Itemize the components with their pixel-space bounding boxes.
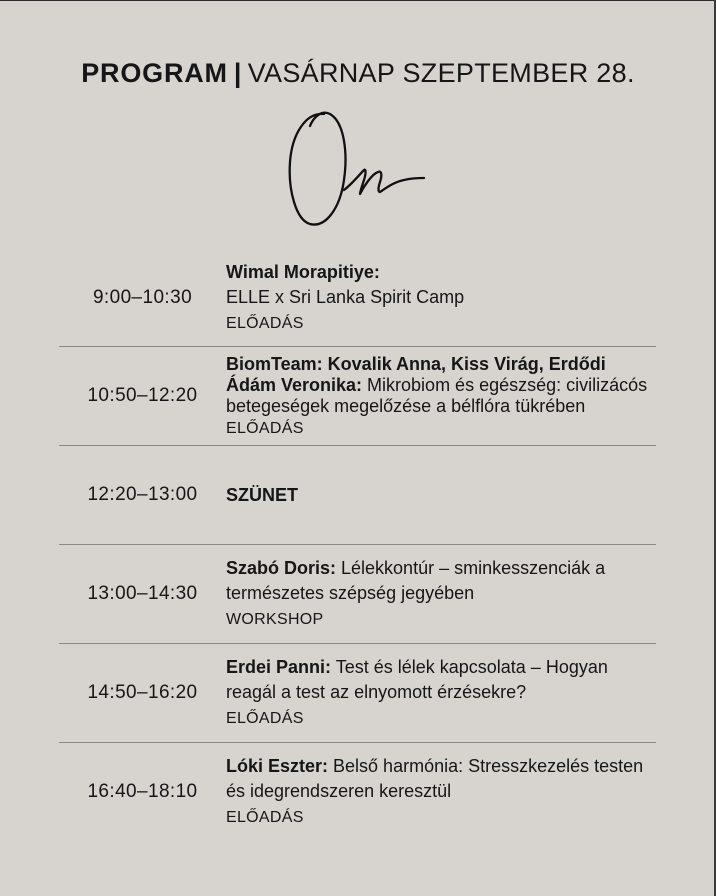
speaker-name: Szabó Doris: [226,558,337,578]
session-description [226,754,651,830]
schedule-table [59,249,656,841]
session-type: ELŐADÁS [226,314,304,332]
speaker-name: Erdei Panni: [226,657,332,677]
break-label: SZÜNET [226,484,298,505]
session-type: ELŐADÁS [226,710,304,727]
schedule-row [59,742,656,841]
speaker-name: BiomTeam: Kovalik Anna, Kiss Virág, Erdődi Ádám Veronika: [226,353,606,395]
speaker-name: Wimal Morapitiye: [226,261,380,282]
session-title: Test és lélek kapcsolata – Hogyan reagál a test az elnyomott érzésekre? [226,657,608,702]
session-title: Mikrobiom és egészség: civilizácós betegeségek megelőzése a bélflóra tükrében [226,374,648,416]
event-date: VASÁRNAP SZEPTEMBER 28. [247,58,635,88]
session-description [226,354,651,439]
time-slot: 12:20–13:00 [87,484,198,505]
time-slot: 9:00–10:30 [92,286,193,308]
session-description [226,260,651,336]
time-slot: 13:00–14:30 [87,583,198,604]
speaker-name: Lóki Eszter: [226,756,329,776]
page-title [0,58,716,89]
time-slot: 10:50–12:20 [87,385,198,406]
session-description [226,483,651,508]
session-title: ELLE x Sri Lanka Spirit Camp [226,286,465,307]
session-title: Belső harmónia: Stresszkezelés testen és idegrendszeren keresztül [226,756,644,801]
schedule-row [59,643,656,742]
schedule-row [59,445,656,544]
schedule-row [59,346,656,445]
top-border [0,0,716,1]
schedule-row [59,249,656,346]
time-slot: 16:40–18:10 [87,781,198,802]
om-signature-logo [280,108,430,233]
time-slot: 14:50–16:20 [87,682,198,703]
title-separator: | [233,58,242,88]
session-type: ELŐADÁS [226,419,304,437]
session-description [226,655,651,731]
session-description [226,556,651,632]
session-type: WORKSHOP [226,611,324,628]
schedule-row [59,544,656,643]
session-title: Lélekkontúr – sminkesszenciák a természetes szépség jegyében [226,558,606,603]
session-type: ELŐADÁS [226,809,304,826]
program-label: PROGRAM [81,58,228,88]
